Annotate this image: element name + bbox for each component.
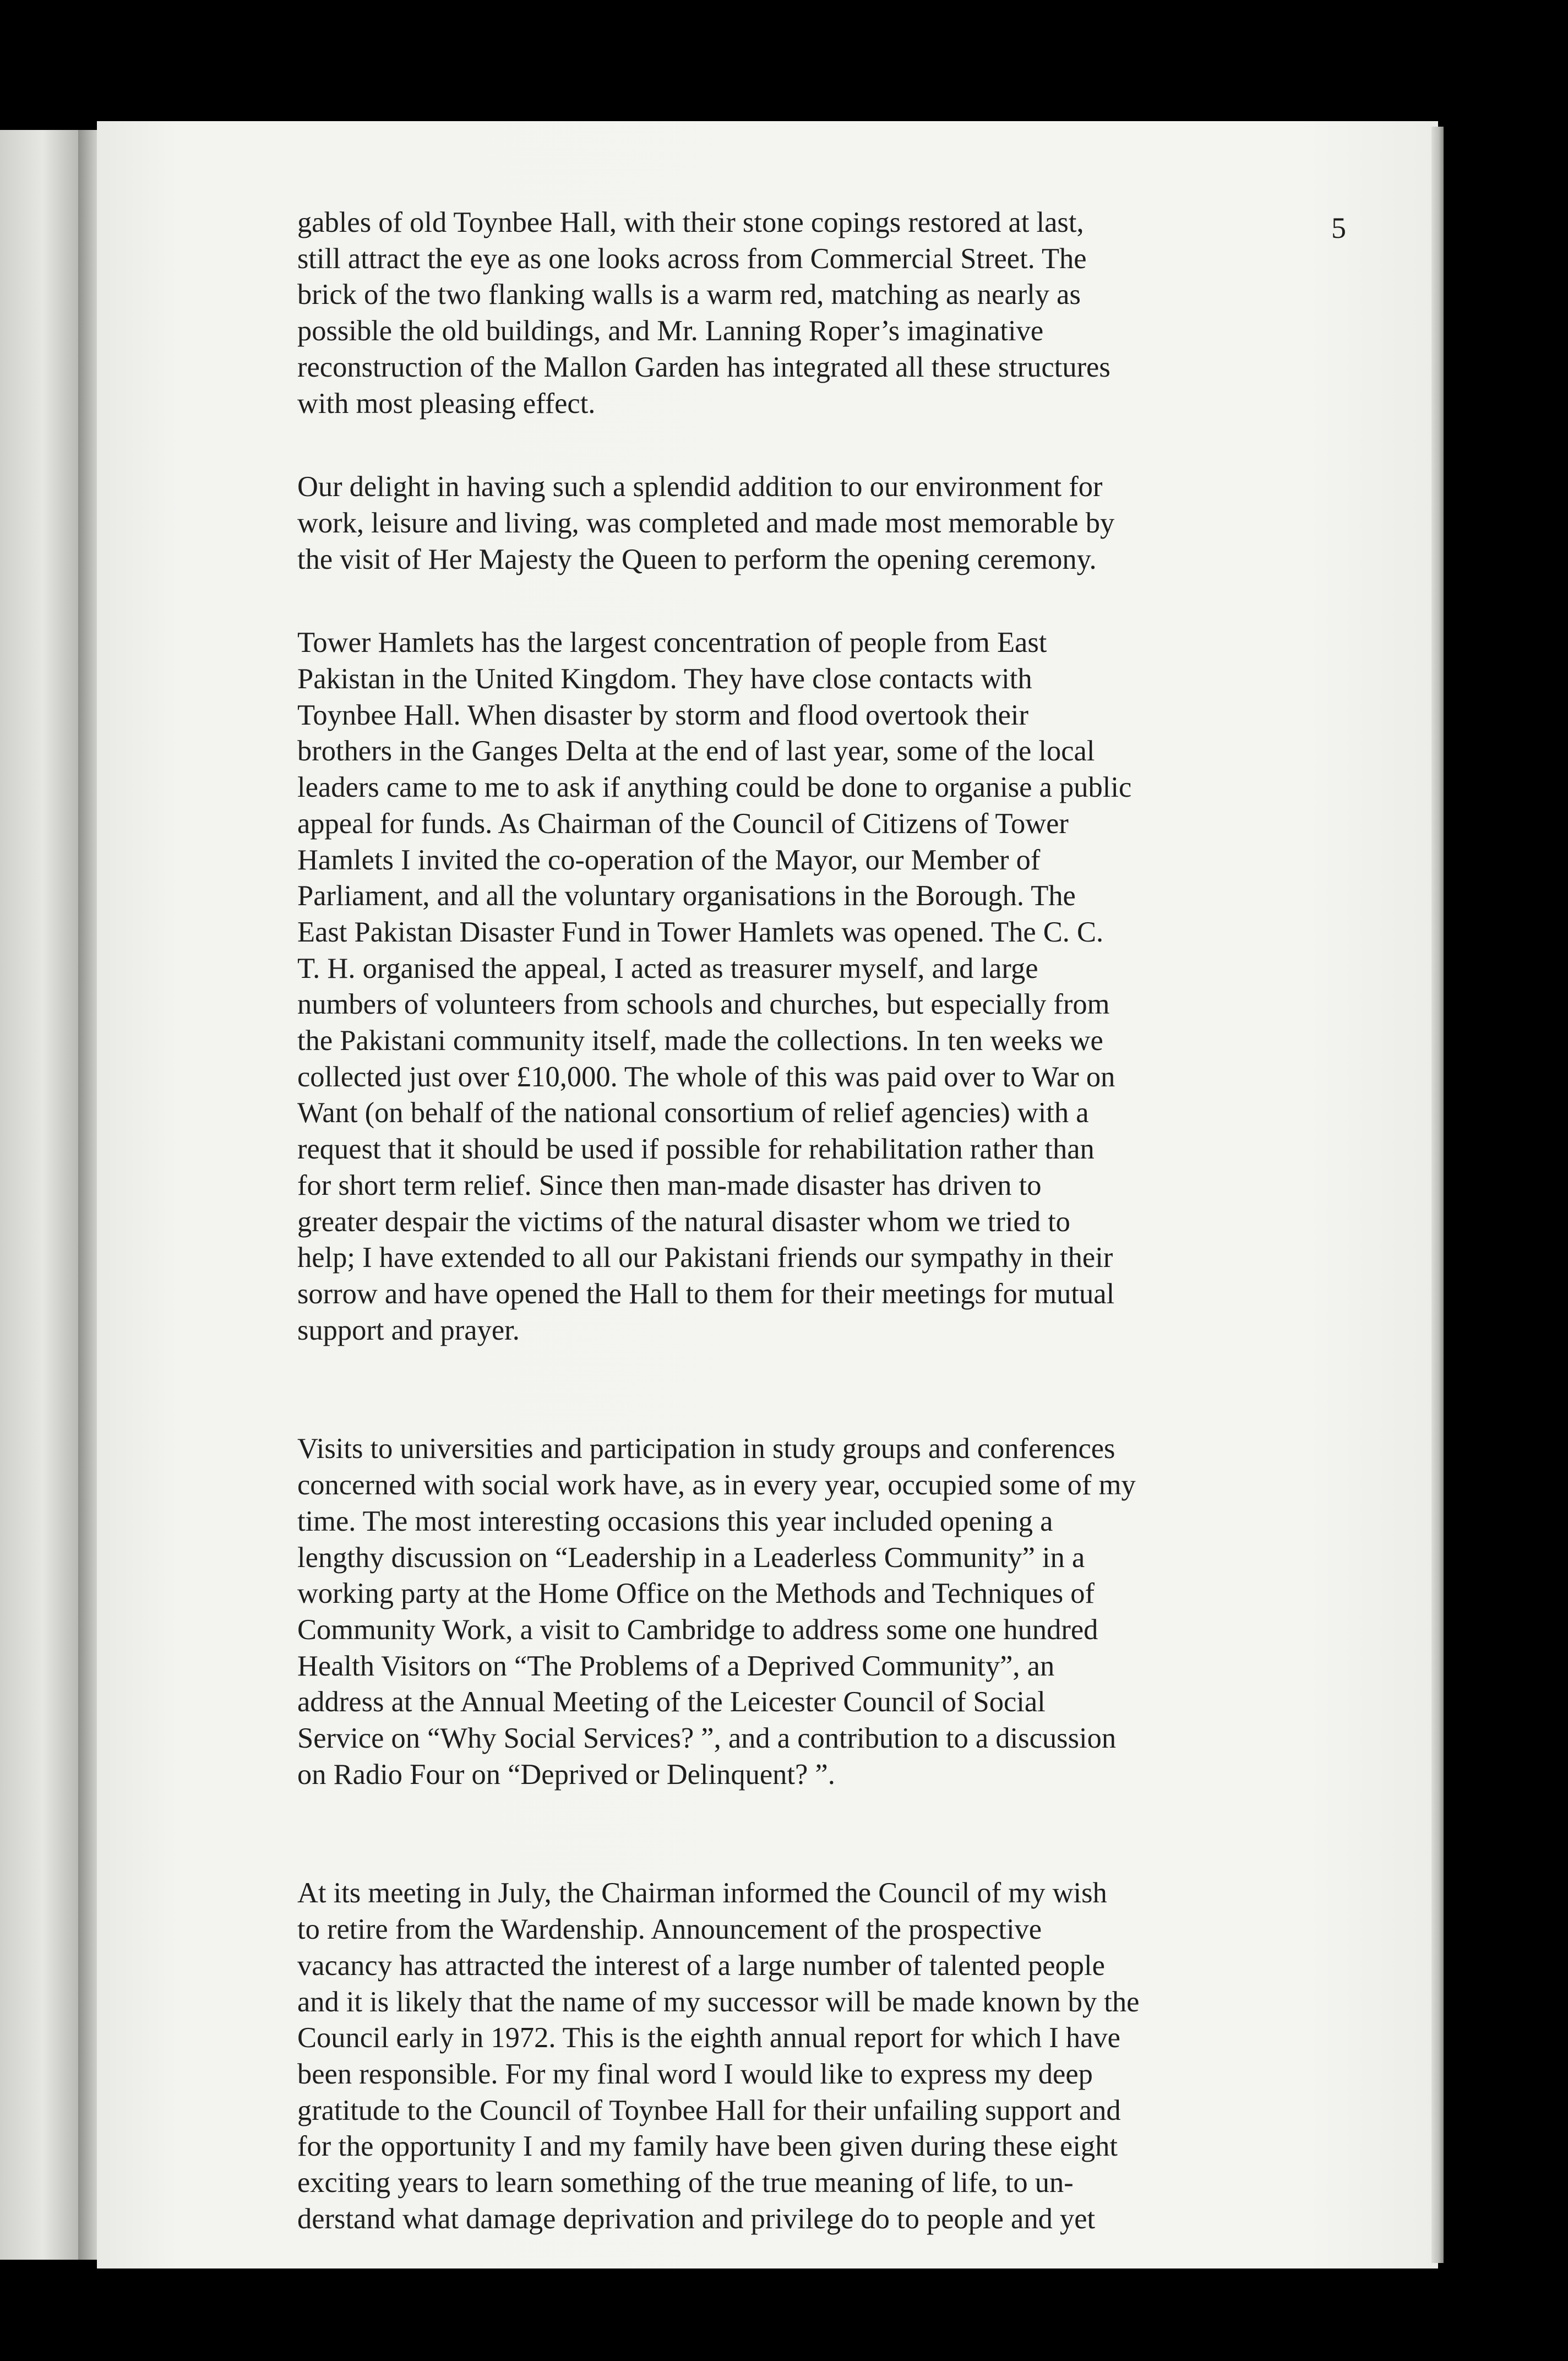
text-line: Council early in 1972. This is the eighth annual report for which I have xyxy=(297,2022,1120,2054)
text-line: lengthy discussion on “Leadership in a Leaderless Community” in a xyxy=(297,1541,1085,1574)
text-line: collected just over £10,000. The whole of this was paid over to War on xyxy=(297,1060,1115,1093)
text-line: Visits to universities and participation in study groups and conferences xyxy=(297,1433,1115,1465)
paragraph-4 xyxy=(297,1431,1343,1793)
paragraph-spacer xyxy=(297,422,1343,469)
text-line: and it is likely that the name of my successor will be made known by the xyxy=(297,1985,1140,2018)
text-line: Parliament, and all the voluntary organisations in the Borough. The xyxy=(297,880,1076,912)
page-number: 5 xyxy=(1331,211,1346,244)
paragraph-2 xyxy=(297,469,1343,578)
paragraph-5 xyxy=(297,1875,1343,2237)
left-page-edge xyxy=(0,130,78,2260)
text-line: exciting years to learn something of the true meaning of life, to un- xyxy=(297,2167,1074,2199)
text-line: request that it should be used if possible for rehabilitation rather than xyxy=(297,1133,1095,1166)
text-line: Health Visitors on “The Problems of a Deprived Community”, an xyxy=(297,1650,1055,1682)
paragraph-spacer xyxy=(297,1348,1343,1431)
text-line: to retire from the Wardenship. Announcement of the prospective xyxy=(297,1913,1042,1946)
text-line: with most pleasing effect. xyxy=(297,387,596,420)
text-line: At its meeting in July, the Chairman informed the Council of my wish xyxy=(297,1877,1107,1910)
text-line: still attract the eye as one looks across from Commercial Street. The xyxy=(297,242,1087,275)
page-stack-edge xyxy=(1431,127,1444,2263)
text-line: brothers in the Ganges Delta at the end of last year, some of the local xyxy=(297,735,1095,768)
text-line: for the opportunity I and my family have been given during these eight xyxy=(297,2130,1118,2163)
text-line: East Pakistan Disaster Fund in Tower Hamlets was opened. The C. C. xyxy=(297,916,1104,948)
text-line: possible the old buildings, and Mr. Lanning Roper’s imaginative xyxy=(297,315,1044,347)
text-line: work, leisure and living, was completed and made most memorable by xyxy=(297,507,1115,539)
page-body-text xyxy=(297,205,1343,2237)
text-line: address at the Annual Meeting of the Leicester Council of Social xyxy=(297,1686,1046,1718)
text-line: Community Work, a visit to Cambridge to address some one hundred xyxy=(297,1613,1098,1646)
book-gutter xyxy=(78,130,97,2260)
paragraph-3 xyxy=(297,625,1343,1348)
text-line: help; I have extended to all our Pakistani friends our sympathy in their xyxy=(297,1242,1113,1274)
text-line: the Pakistani community itself, made the collections. In ten weeks we xyxy=(297,1025,1103,1057)
text-line: T. H. organised the appeal, I acted as treasurer myself, and large xyxy=(297,952,1038,984)
text-line: time. The most interesting occasions this year included opening a xyxy=(297,1505,1053,1537)
paragraph-1 xyxy=(297,205,1343,422)
text-line: sorrow and have opened the Hall to them for their meetings for mutual xyxy=(297,1277,1115,1310)
text-line: appeal for funds. As Chairman of the Council of Citizens of Tower xyxy=(297,807,1069,840)
text-line: gratitude to the Council of Toynbee Hall for their unfailing support and xyxy=(297,2094,1121,2126)
text-line: brick of the two flanking walls is a warm red, matching as nearly as xyxy=(297,279,1081,311)
text-line: Pakistan in the United Kingdom. They have close contacts with xyxy=(297,663,1032,695)
text-line: gables of old Toynbee Hall, with their stone copings restored at last, xyxy=(297,206,1084,238)
text-line: the visit of Her Majesty the Queen to perform the opening ceremony. xyxy=(297,543,1097,575)
paragraph-spacer xyxy=(297,578,1343,625)
text-line: on Radio Four on “Deprived or Delinquent? ”. xyxy=(297,1758,835,1791)
text-line: Want (on behalf of the national consortium of relief agencies) with a xyxy=(297,1097,1089,1129)
text-line: for short term relief. Since then man-made disaster has driven to xyxy=(297,1169,1042,1201)
text-line: concerned with social work have, as in every year, occupied some of my xyxy=(297,1469,1136,1502)
text-line: been responsible. For my final word I would like to express my deep xyxy=(297,2058,1093,2090)
text-line: Tower Hamlets has the largest concentration of people from East xyxy=(297,627,1047,659)
text-line: Service on “Why Social Services? ”, and a contribution to a discussion xyxy=(297,1722,1117,1755)
text-line: derstand what damage deprivation and privilege do to people and yet xyxy=(297,2202,1096,2235)
text-line: Hamlets I invited the co-operation of the Mayor, our Member of xyxy=(297,844,1041,876)
text-line: Our delight in having such a splendid addition to our environment for xyxy=(297,471,1103,503)
text-line: leaders came to me to ask if anything could be done to organise a public xyxy=(297,771,1132,804)
text-line: support and prayer. xyxy=(297,1314,520,1346)
text-line: working party at the Home Office on the Methods and Techniques of xyxy=(297,1577,1095,1610)
text-line: reconstruction of the Mallon Garden has integrated all these structures xyxy=(297,351,1110,383)
text-line: greater despair the victims of the natural disaster whom we tried to xyxy=(297,1205,1070,1238)
text-line: Toynbee Hall. When disaster by storm and flood overtook their xyxy=(297,699,1028,731)
text-line: vacancy has attracted the interest of a large number of talented people xyxy=(297,1949,1105,1982)
paragraph-spacer xyxy=(297,1793,1343,1875)
text-line: numbers of volunteers from schools and churches, but especially from xyxy=(297,988,1110,1021)
